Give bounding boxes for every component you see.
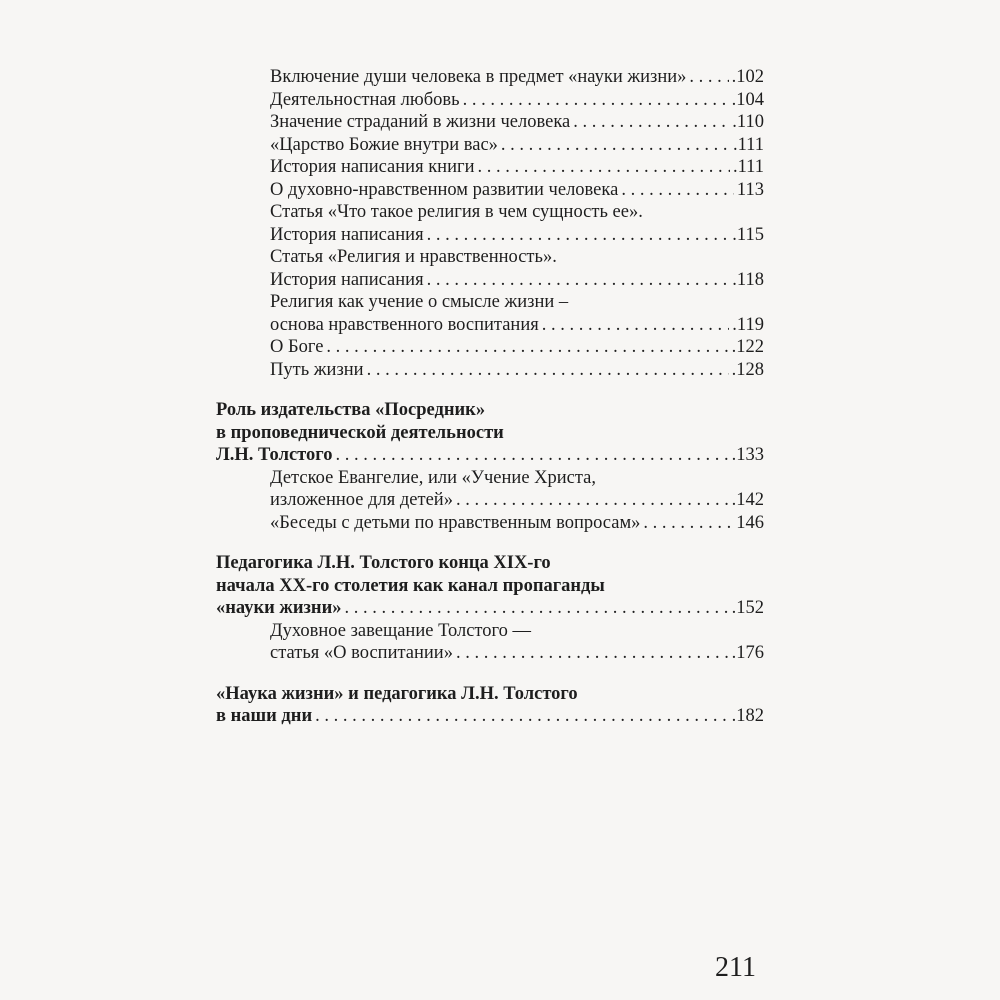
toc-entry [216,489,764,512]
toc-entry-title: Статья «Что такое религия в чем сущность ее». [270,202,643,222]
toc-entry [216,111,764,134]
toc-leader-dots [427,269,730,292]
toc-entry [216,620,764,643]
toc-entry [216,179,764,202]
toc-entry [216,467,764,490]
toc-entry [216,89,764,112]
toc-entry-title: Религия как учение о смысле жизни – [270,292,569,312]
toc-leader-dots [345,597,729,620]
toc-entry-title: Духовное завещание Толстого — [270,620,532,641]
toc-entry [216,359,764,382]
toc-entry-title: О духовно-нравственном развитии человека [270,179,619,200]
toc-leader-dots [477,156,730,179]
toc-entry-title: Статья «Религия и нравственность». [270,247,557,267]
toc-entry-title: О Боге [270,337,324,357]
toc-entry [216,291,764,314]
table-of-contents [216,66,764,728]
toc-entry-page: .142 [731,490,764,510]
toc-entry-page: .152 [731,598,764,618]
toc-entry-page: .110 [732,112,764,132]
toc-leader-dots [456,489,729,512]
toc-entry-page: .115 [732,224,764,245]
toc-entry [216,314,764,337]
toc-entry-title: основа нравственного воспитания [270,314,539,335]
toc-entry-title: Деятельностная любовь [270,89,460,110]
toc-entry-title: Значение страданий в жизни человека [270,112,571,132]
toc-leader-dots [463,89,729,112]
toc-entry [216,134,764,157]
toc-leader-dots [367,359,729,382]
toc-entry [216,269,764,292]
toc-chapter-title: начала XX-го столетия как канал пропаганды [216,575,605,596]
toc-entry-page: .111 [732,157,764,177]
toc-entry-title: Детское Евангелие, или «Учение Христа, [270,467,597,488]
toc-entry-title: «Царство Божие внутри вас» [270,134,498,155]
toc-entry-title: История написания книги [270,157,475,177]
toc-entry-title: Путь жизни [270,359,364,380]
toc-chapter-entry [216,444,764,467]
toc-entry-page: 113 [736,179,764,200]
toc-leader-dots [456,642,729,665]
page-number: 211 [715,952,756,983]
toc-chapter-title: Педагогика Л.Н. Толстого конца XIX-го [216,553,551,573]
toc-leader-dots [573,111,729,134]
toc-entry-page: .119 [732,314,764,335]
toc-entry-page: .122 [731,337,764,357]
toc-chapter-title: Л.Н. Толстого [216,445,333,465]
toc-entry-page: .128 [731,359,764,380]
toc-entry [216,156,764,179]
toc-chapter-title: «науки жизни» [216,598,342,618]
toc-leader-dots [335,444,728,467]
toc-leader-dots [689,66,728,89]
toc-entry-title: История написания [270,224,424,245]
toc-chapter-entry [216,705,764,728]
toc-chapter-entry [216,597,764,620]
toc-entry-title: История написания [270,269,424,290]
toc-entry-page: .182 [731,706,764,726]
toc-chapter-title: «Наука жизни» и педагогика Л.Н. Толстого [216,683,578,704]
toc-entry [216,246,764,269]
toc-entry-page: .118 [732,269,764,290]
toc-leader-dots [315,705,729,728]
toc-entry [216,642,764,665]
toc-leader-dots [621,179,734,202]
toc-entry [216,66,764,89]
toc-entry-page: .111 [732,134,764,155]
toc-entry-page: .104 [731,89,764,110]
toc-leader-dots [643,512,733,535]
toc-chapter-title: в проповеднической деятельности [216,422,504,443]
toc-entry-page: 146 [736,512,764,533]
toc-entry-title: статья «О воспитании» [270,643,453,663]
toc-entry [216,512,764,535]
toc-entry-title: изложенное для детей» [270,490,453,510]
toc-entry-page: .133 [731,445,764,465]
toc-leader-dots [326,336,728,359]
toc-entry [216,336,764,359]
toc-entry-title: Включение души человека в предмет «науки жизни» [270,67,687,87]
toc-leader-dots [501,134,730,157]
toc-entry-title: «Беседы с детьми по нравственным вопросам» [270,512,641,533]
toc-entry [216,201,764,224]
toc-entry-page: .102 [731,67,764,87]
toc-entry-page: .176 [731,643,764,663]
toc-chapter-title: в наши дни [216,706,313,726]
toc-entry [216,224,764,247]
toc-leader-dots [542,314,730,337]
toc-chapter-title: Роль издательства «Посредник» [216,400,486,420]
toc-leader-dots [427,224,730,247]
